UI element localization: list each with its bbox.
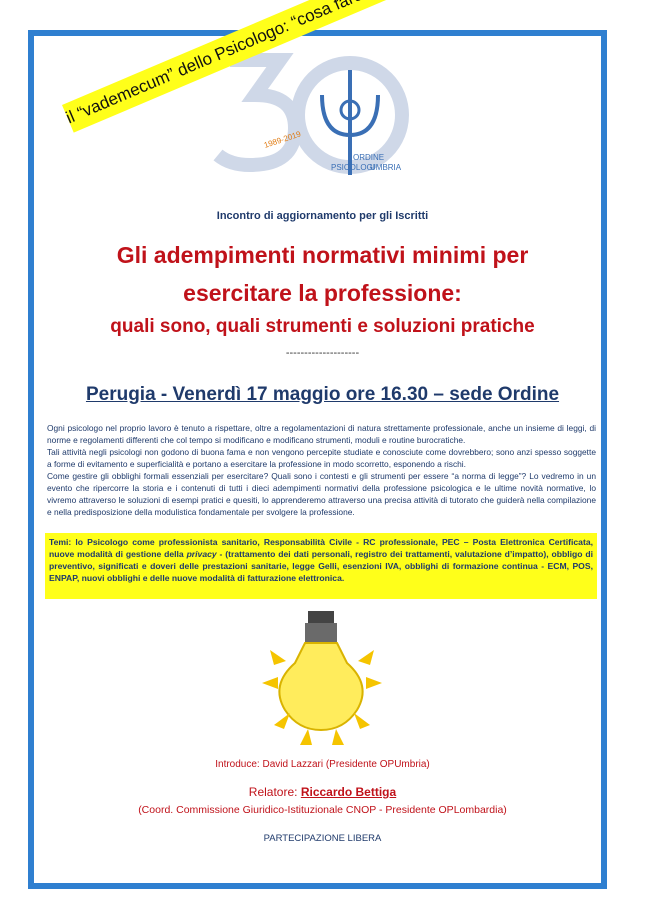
speaker-label: Relatore: (248, 785, 301, 799)
topics-text-start: Temi: lo Psicologo come professionista sanitario, Responsabilità Civile - RC professionale, PEC – Posta Elettronica Certificata, nuove modalità di gestione della (49, 537, 593, 559)
speaker-name: Riccardo Bettiga (300, 785, 397, 799)
speaker-line (0, 785, 645, 799)
description-paragraph-1: Ogni psicologo nel proprio lavoro è tenuto a rispettare, oltre a regolamentazioni di natura strettamente professionale, anche un insieme di leggi, di norme e regolamenti differenti che col tempo si modificano e modificano strumenti, moduli e routine burocratiche. (47, 423, 596, 445)
description-paragraph-3: Come gestire gli obblighi formali essenziali per esercitare? Quali sono i contesti e gli strumenti per essere “a norma di legge”? Lo vedremo in un evento che ripercorre la storia e i contenuti di tutti i dieci adempimenti normativi della professione psicologica e le ultime novità normative, lo vivremo attraverso le soluzioni di esempi pratici e quesiti, lo apprenderemo attraverso una precisa attività di tutorato che guiderà nella compilazione e nella predisposizione della modulistica fondamentale per svolgere la professione. (47, 471, 596, 517)
logo-org-line3: UMBRIA (370, 163, 402, 172)
title-line-1: Gli adempimenti normativi minimi per (116, 242, 529, 268)
topics-privacy: privacy (186, 549, 217, 559)
separator: -------------------- (285, 347, 360, 359)
title-line-3: quali sono, quali strumenti e soluzioni pratiche (110, 316, 535, 337)
logo-org-line1: ORDINE (353, 153, 385, 162)
logo-years: 1989-2019 (262, 129, 303, 150)
title-line-2: esercitare la professione: (183, 280, 462, 306)
description-paragraph-2: Tali attività negli psicologi non godono di buona fama e non vengono percepite studiate e conosciute come dovrebbero; sono anzi spesso soggette a forme di evitamento e superficialità e portano a esercitare la professione in modo scorretto, esponendo a rischi. (47, 447, 596, 469)
introduce-line: Introduce: David Lazzari (Presidente OPUmbria) (215, 759, 430, 770)
topics-text-end: - (trattamento dei dati personali, registro dei trattamenti, valutazione d’impatto), obbligo di preventivo, significati e doveri delle prestazioni sanitarie, legge Gelli, esenzioni IVA, obblighi di formazione continua - ECM, POS, ENPAP, nuovi obblighi e delle nuove modalità di fatturazione elettronica. (49, 549, 593, 583)
speaker-role: (Coord. Commissione Giuridico-Istituzionale CNOP - Presidente OPLombardia) (138, 804, 507, 816)
event-place-date: Perugia - Venerdì 17 maggio ore 16.30 – sede Ordine (85, 384, 560, 405)
event-subtitle: Incontro di aggiornamento per gli Iscritti (216, 210, 429, 222)
lightbulb-icon (252, 605, 392, 750)
logo-org-line2: PSICOLOGI (331, 163, 376, 172)
participation-note: PARTECIPAZIONE LIBERA (263, 833, 382, 844)
description (47, 422, 596, 518)
topics-box (45, 533, 597, 599)
